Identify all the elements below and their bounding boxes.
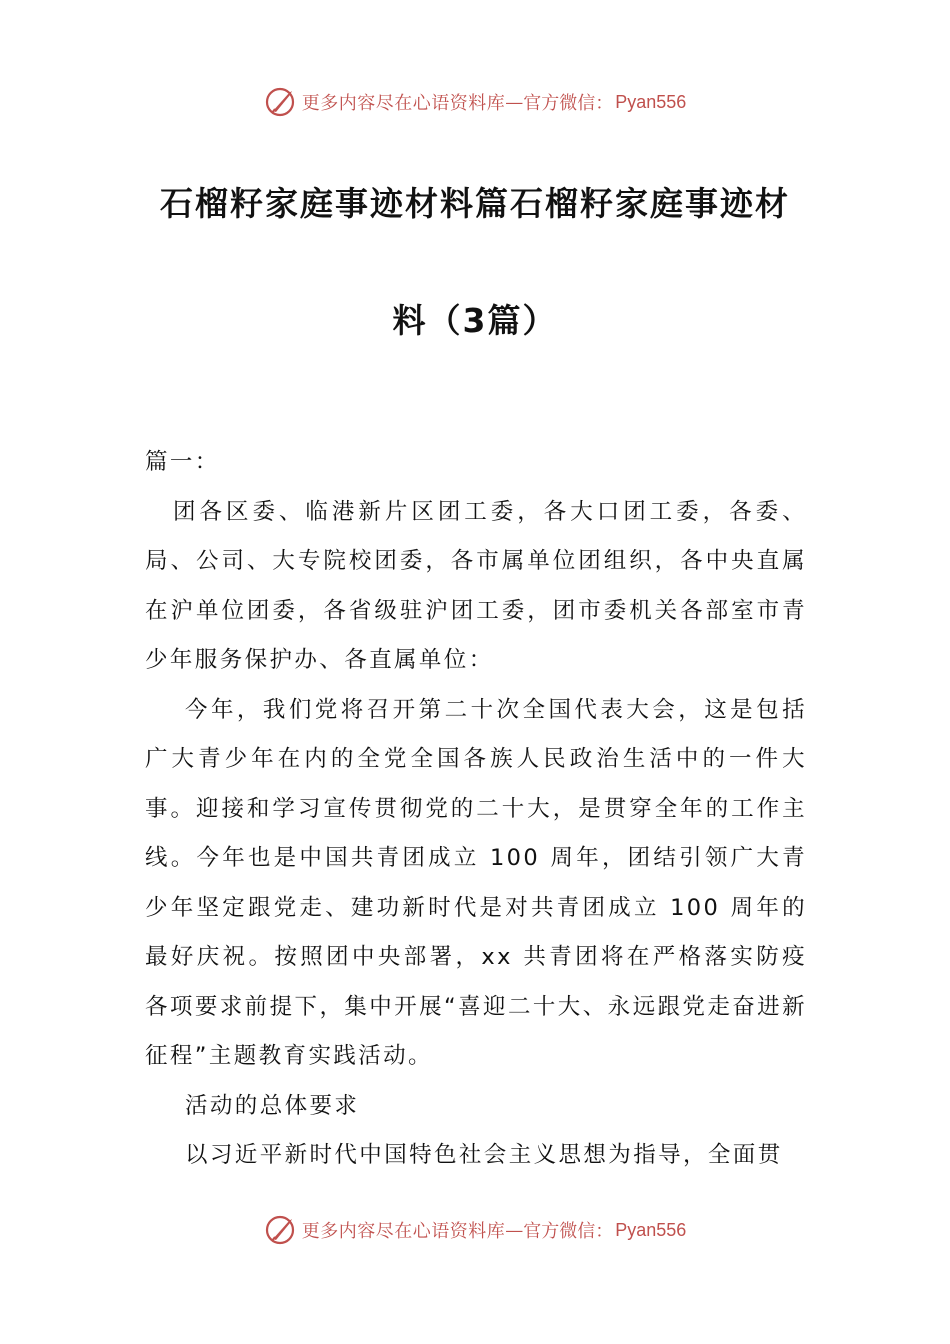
page-title-line1: 石榴籽家庭事迹材料篇石榴籽家庭事迹材 bbox=[160, 184, 790, 223]
watermark-dash: — bbox=[505, 91, 524, 113]
subheading: 活动的总体要求 bbox=[185, 1092, 360, 1119]
watermark-wechat-id: Pyan556 bbox=[615, 1219, 687, 1240]
watermark-wechat-id: Pyan556 bbox=[615, 91, 687, 112]
addressee-paragraph: 团各区委、临港新片区团工委，各大口团工委，各委、局、公司、大专院校团委，各市属单位团组织，各中央直属在沪单位团委，各省级驻沪团工委，团市委机关各部室市青少年服务保护办、各直属单位： bbox=[145, 498, 807, 673]
quill-pen-logo bbox=[264, 1213, 298, 1247]
watermark-brand: 更多内容尽在心语资料库 bbox=[301, 1221, 506, 1242]
watermark-wechat-label: 官方微信： bbox=[523, 93, 614, 114]
watermark-dash: — bbox=[505, 1219, 524, 1241]
quill-pen-logo bbox=[264, 85, 298, 119]
body-paragraph-2: 以习近平新时代中国特色社会主义思想为指导，全面贯 bbox=[185, 1142, 783, 1168]
header-watermark bbox=[0, 82, 950, 122]
body-paragraph-1: 今年，我们党将召开第二十次全国代表大会，这是包括广大青少年在内的全党全国各族人民政治生活中的一件大事。迎接和学习宣传贯彻党的二十大，是贯穿全年的工作主线。今年也是中国共青团成立 100 周年，团结引领广大青少年坚定跟党走、建功新时代是对共青团成立 100 周年的最好庆祝。按照团中央部署，xx 共青团将在严格落实防疫各项要求前提下，集中开展“喜迎二十大、永远跟党走奋进新征程”主题教育实践活动。 bbox=[145, 696, 807, 1069]
page-title-line2: 料（3篇） bbox=[392, 301, 558, 340]
watermark-wechat-label: 官方微信： bbox=[523, 1221, 614, 1242]
document-body bbox=[145, 438, 807, 1181]
section-label: 篇一： bbox=[145, 449, 220, 475]
watermark-brand: 更多内容尽在心语资料库 bbox=[301, 93, 506, 114]
footer-watermark bbox=[0, 1210, 950, 1250]
